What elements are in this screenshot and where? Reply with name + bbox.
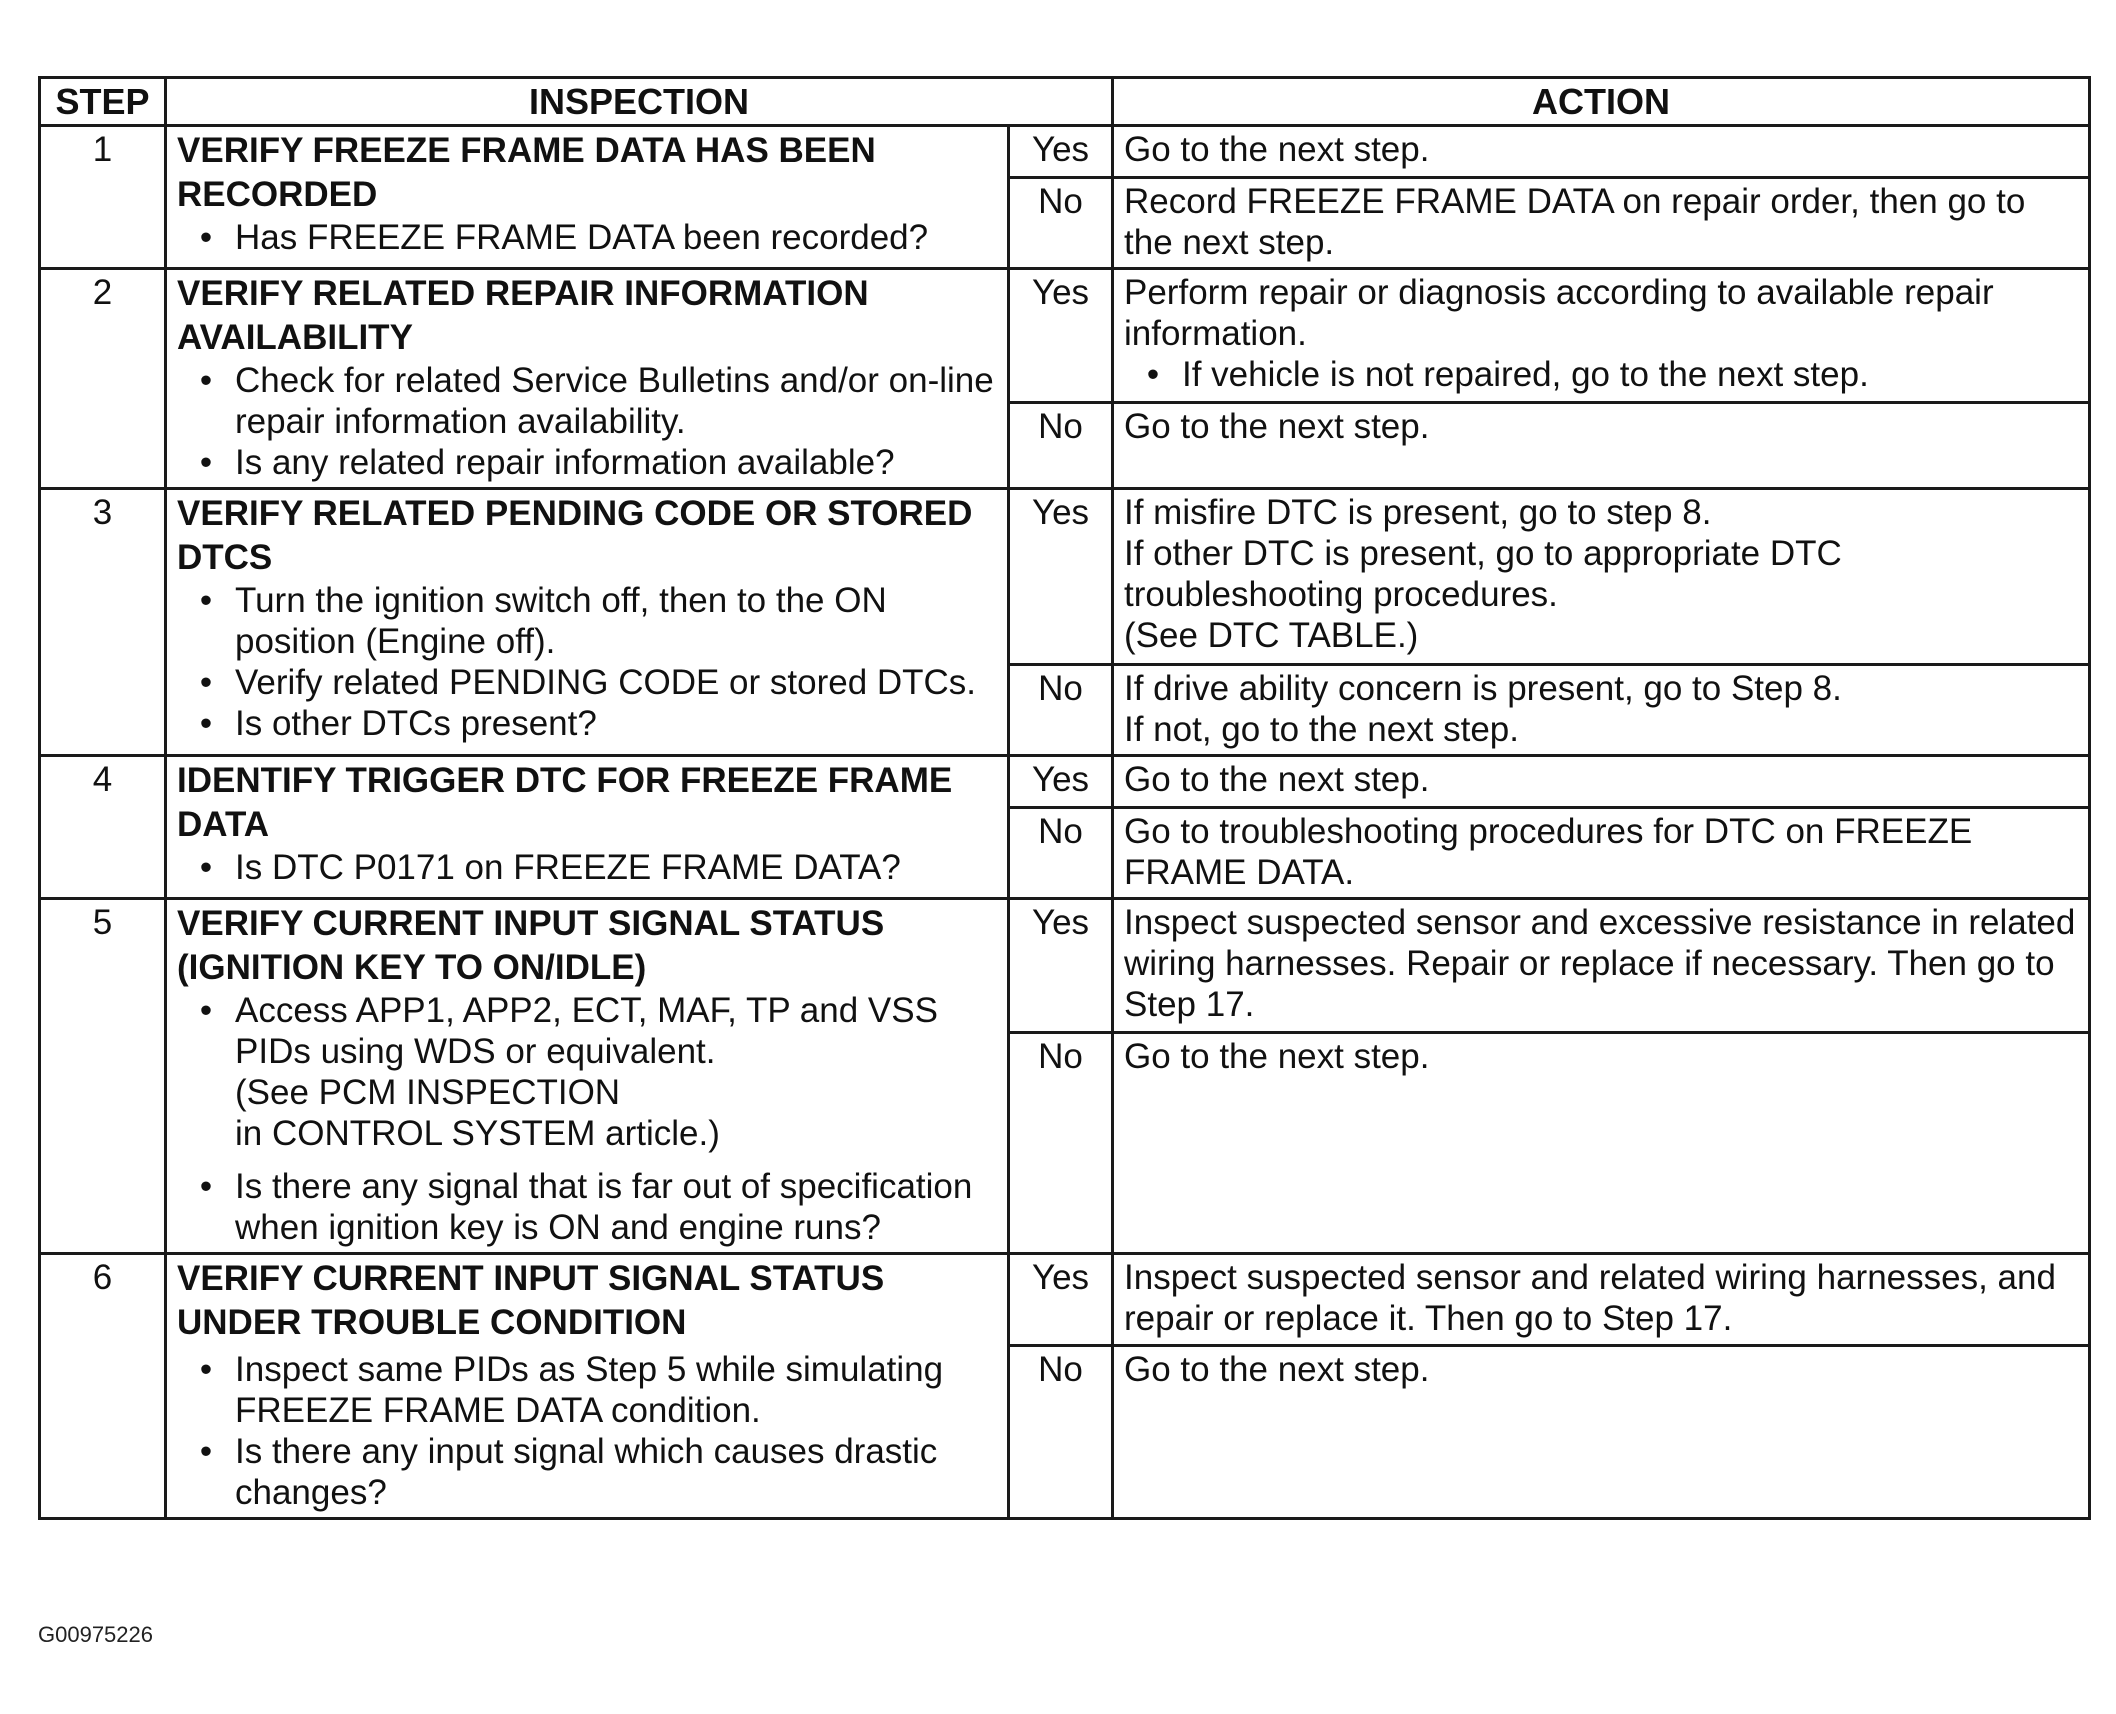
inspection-cell xyxy=(166,1254,1009,1519)
reference-note: in CONTROL SYSTEM article.) xyxy=(235,1114,720,1153)
bullet-icon: • xyxy=(199,1167,213,1206)
figure-id: G00975226 xyxy=(38,1622,153,1647)
inspection-item: • Turn the ignition switch off, then to the ON position (Engine off). xyxy=(177,580,997,662)
bullet-icon: • xyxy=(199,663,213,702)
bullet-icon: • xyxy=(199,991,213,1030)
no-label: No xyxy=(1009,1346,1113,1519)
inspection-cell xyxy=(166,269,1009,489)
yes-action: Inspect suspected sensor and excessive resistance in related wiring harnesses. Repair or replace if necessary. Then go to Step 17. xyxy=(1113,899,2090,1033)
inspection-heading: VERIFY CURRENT INPUT SIGNAL STATUS UNDER TROUBLE CONDITION xyxy=(177,1259,885,1342)
step-number: 5 xyxy=(40,899,166,1254)
diagnostic-table-container xyxy=(38,76,2088,1520)
bullet-icon: • xyxy=(199,1432,213,1471)
inspection-heading: VERIFY FREEZE FRAME DATA HAS BEEN RECORDED xyxy=(177,131,876,214)
step-row-yes xyxy=(40,1254,2090,1346)
inspection-item: • Is there any input signal which causes drastic changes? xyxy=(177,1431,997,1513)
inspection-list xyxy=(177,1349,997,1513)
no-label: No xyxy=(1009,403,1113,489)
step-row-yes xyxy=(40,126,2090,178)
diagnostic-table xyxy=(38,76,2091,1520)
yes-action: Go to the next step. xyxy=(1113,126,2090,178)
inspection-item: • Is there any signal that is far out of specification when ignition key is ON and engine runs? xyxy=(177,1166,997,1248)
bullet-icon: • xyxy=(199,848,213,887)
inspection-list xyxy=(177,360,997,483)
no-label: No xyxy=(1009,1033,1113,1254)
inspection-item: • Verify related PENDING CODE or stored DTCs. xyxy=(177,662,997,703)
inspection-cell xyxy=(166,899,1009,1254)
header-step: STEP xyxy=(40,78,166,126)
reference-note: (See PCM INSPECTION xyxy=(235,1073,621,1112)
inspection-list xyxy=(177,847,997,888)
inspection-list xyxy=(177,217,997,258)
yes-action: Inspect suspected sensor and related wiring harnesses, and repair or replace it. Then go to Step 17. xyxy=(1113,1254,2090,1346)
step-number: 1 xyxy=(40,126,166,269)
no-label: No xyxy=(1009,178,1113,269)
yes-label: Yes xyxy=(1009,756,1113,808)
no-action: Go to the next step. xyxy=(1113,403,2090,489)
bullet-icon: • xyxy=(199,361,213,400)
no-action: Record FREEZE FRAME DATA on repair order, then go to the next step. xyxy=(1113,178,2090,269)
inspection-item: • Is other DTCs present? xyxy=(177,703,997,744)
action-bullet: • If vehicle is not repaired, go to the next step. xyxy=(1124,354,2078,395)
inspection-heading: VERIFY RELATED PENDING CODE OR STORED DTCS xyxy=(177,494,973,577)
yes-action: Perform repair or diagnosis according to available repair information. • If vehicle is not repaired, go to the next step. xyxy=(1113,269,2090,403)
yes-label: Yes xyxy=(1009,1254,1113,1346)
header-row xyxy=(40,78,2090,126)
inspection-heading: VERIFY RELATED REPAIR INFORMATION AVAILABILITY xyxy=(177,274,869,357)
yes-action: Go to the next step. xyxy=(1113,756,2090,808)
step-number: 2 xyxy=(40,269,166,489)
inspection-list xyxy=(177,580,997,744)
inspection-list xyxy=(177,990,997,1248)
step-number: 3 xyxy=(40,489,166,756)
no-label: No xyxy=(1009,808,1113,899)
bullet-icon: • xyxy=(199,581,213,620)
inspection-item: • Has FREEZE FRAME DATA been recorded? xyxy=(177,217,997,258)
inspection-cell xyxy=(166,489,1009,756)
step-row-yes xyxy=(40,269,2090,403)
step-row-yes xyxy=(40,489,2090,665)
bullet-icon: • xyxy=(199,218,213,257)
step-row-yes xyxy=(40,756,2090,808)
inspection-cell xyxy=(166,756,1009,899)
inspection-item: • Check for related Service Bulletins and/or on-line repair information availability. xyxy=(177,360,997,442)
inspection-heading: VERIFY CURRENT INPUT SIGNAL STATUS (IGNITION KEY TO ON/IDLE) xyxy=(177,904,885,987)
no-action: Go to the next step. xyxy=(1113,1346,2090,1519)
header-action: ACTION xyxy=(1113,78,2090,126)
bullet-icon: • xyxy=(199,443,213,482)
inspection-item: • Access APP1, APP2, ECT, MAF, TP and VSS PIDs using WDS or equivalent. (See PCM INSPECTION in CONTROL SYSTEM article.) xyxy=(177,990,997,1154)
inspection-cell xyxy=(166,126,1009,269)
bullet-icon: • xyxy=(199,704,213,743)
yes-label: Yes xyxy=(1009,899,1113,1033)
yes-label: Yes xyxy=(1009,269,1113,403)
header-inspection: INSPECTION xyxy=(166,78,1113,126)
inspection-item: • Inspect same PIDs as Step 5 while simulating FREEZE FRAME DATA condition. xyxy=(177,1349,997,1431)
step-row-yes xyxy=(40,899,2090,1033)
no-label: No xyxy=(1009,665,1113,756)
yes-label: Yes xyxy=(1009,489,1113,665)
bullet-icon: • xyxy=(199,1350,213,1389)
inspection-heading: IDENTIFY TRIGGER DTC FOR FREEZE FRAME DATA xyxy=(177,761,953,844)
step-number: 6 xyxy=(40,1254,166,1519)
inspection-item: • Is DTC P0171 on FREEZE FRAME DATA? xyxy=(177,847,997,888)
no-action: Go to troubleshooting procedures for DTC on FREEZE FRAME DATA. xyxy=(1113,808,2090,899)
yes-action: If misfire DTC is present, go to step 8. If other DTC is present, go to appropriate DTC troubleshooting procedures. (See DTC TABLE.) xyxy=(1113,489,2090,665)
bullet-icon: • xyxy=(1146,355,1160,394)
no-action: If drive ability concern is present, go to Step 8. If not, go to the next step. xyxy=(1113,665,2090,756)
no-action: Go to the next step. xyxy=(1113,1033,2090,1254)
yes-label: Yes xyxy=(1009,126,1113,178)
step-number: 4 xyxy=(40,756,166,899)
inspection-item: • Is any related repair information available? xyxy=(177,442,997,483)
